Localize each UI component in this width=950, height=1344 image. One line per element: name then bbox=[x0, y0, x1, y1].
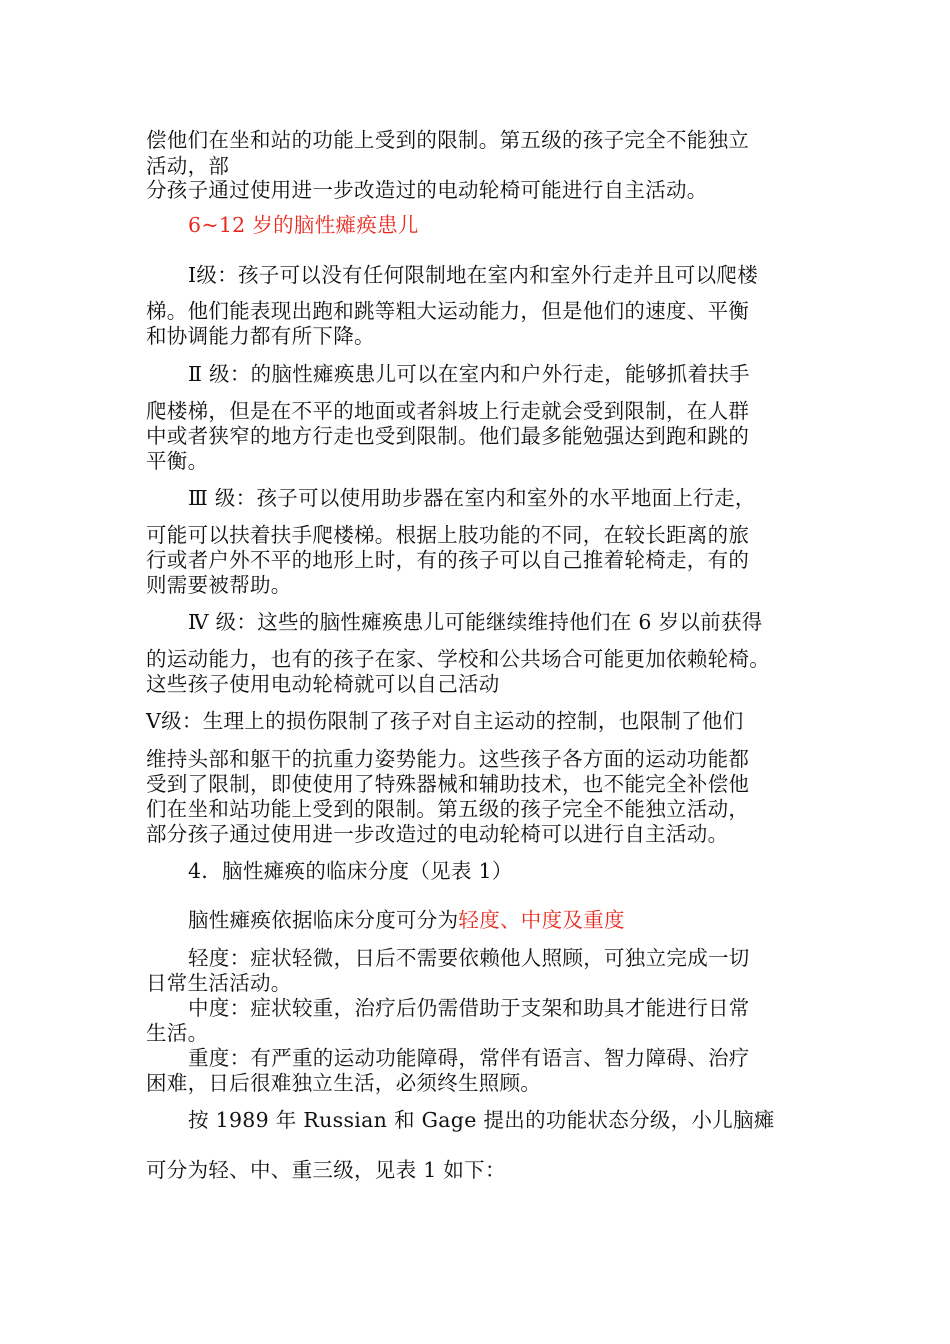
paragraph-line: 偿他们在坐和站的功能上受到的限制。第五级的孩子完全不能独立 bbox=[146, 128, 750, 152]
paragraph-line: 困难，日后很难独立生活，必须终生照顾。 bbox=[146, 1071, 542, 1095]
paragraph-line: 生活。 bbox=[146, 1021, 209, 1045]
highlighted-text: 轻度、中度及重度 bbox=[458, 908, 625, 932]
paragraph-line: 行或者户外不平的地形上时，有的孩子可以自己推着轮椅走，有的 bbox=[146, 548, 750, 572]
paragraph-line bbox=[188, 907, 625, 933]
paragraph-line: 的运动能力，也有的孩子在家、学校和公共场合可能更加依赖轮椅。 bbox=[146, 647, 770, 671]
section-heading: 4．脑性瘫痪的临床分度（见表 1） bbox=[188, 859, 513, 883]
paragraph-line: 轻度：症状轻微，日后不需要依赖他人照顾，可独立完成一切 bbox=[188, 946, 750, 970]
paragraph-line: 这些孩子使用电动轮椅就可以自己活动 bbox=[146, 672, 500, 696]
paragraph-line: Ⅰ级：孩子可以没有任何限制地在室内和室外行走并且可以爬楼 bbox=[188, 263, 758, 287]
paragraph-line: 日常生活活动。 bbox=[146, 971, 292, 995]
paragraph-line: Ⅱ 级：的脑性瘫痪患儿可以在室内和户外行走，能够抓着扶手 bbox=[188, 362, 750, 386]
paragraph-line: 爬楼梯，但是在不平的地面或者斜坡上行走就会受到限制，在人群 bbox=[146, 399, 750, 423]
paragraph-line: 和协调能力都有所下降。 bbox=[146, 324, 375, 348]
paragraph-line: 活动，部 bbox=[146, 154, 230, 178]
paragraph-line: Ⅴ级：生理上的损伤限制了孩子对自主运动的控制，也限制了他们 bbox=[146, 709, 744, 733]
paragraph-text: 脑性瘫痪依据临床分度可分为 bbox=[188, 908, 459, 932]
paragraph-line: 重度：有严重的运动功能障碍，常伴有语言、智力障碍、治疗 bbox=[188, 1046, 750, 1070]
paragraph-line: 维持头部和躯干的抗重力姿势能力。这些孩子各方面的运动功能都 bbox=[146, 747, 750, 771]
paragraph-line: 部分孩子通过使用进一步改造过的电动轮椅可以进行自主活动。 bbox=[146, 822, 729, 846]
paragraph-line: 可分为轻、中、重三级，见表 1 如下： bbox=[146, 1158, 506, 1182]
paragraph-line: 则需要被帮助。 bbox=[146, 573, 292, 597]
paragraph-line: 中度：症状较重，治疗后仍需借助于支架和助具才能进行日常 bbox=[188, 996, 750, 1020]
paragraph-line: 按 1989 年 Russian 和 Gage 提出的功能状态分级，小儿脑瘫 bbox=[188, 1108, 775, 1132]
paragraph-line: 中或者狭窄的地方行走也受到限制。他们最多能勉强达到跑和跳的 bbox=[146, 424, 750, 448]
paragraph-line: 们在坐和站功能上受到的限制。第五级的孩子完全不能独立活动， bbox=[146, 797, 750, 821]
paragraph-line: Ⅳ 级：这些的脑性瘫痪患儿可能继续维持他们在 6 岁以前获得 bbox=[188, 610, 763, 634]
paragraph-line: 梯。他们能表现出跑和跳等粗大运动能力，但是他们的速度、平衡 bbox=[146, 299, 750, 323]
paragraph-line: 分孩子通过使用进一步改造过的电动轮椅可能进行自主活动。 bbox=[146, 178, 708, 202]
paragraph-line: 受到了限制，即使使用了特殊器械和辅助技术，也不能完全补偿他 bbox=[146, 772, 750, 796]
section-heading: 6~12 岁的脑性瘫痪患儿 bbox=[188, 213, 419, 237]
paragraph-line: Ⅲ 级：孩子可以使用助步器在室内和室外的水平地面上行走， bbox=[188, 486, 756, 510]
paragraph-line: 平衡。 bbox=[146, 449, 209, 473]
paragraph-line: 可能可以扶着扶手爬楼梯。根据上肢功能的不同，在较长距离的旅 bbox=[146, 523, 750, 547]
